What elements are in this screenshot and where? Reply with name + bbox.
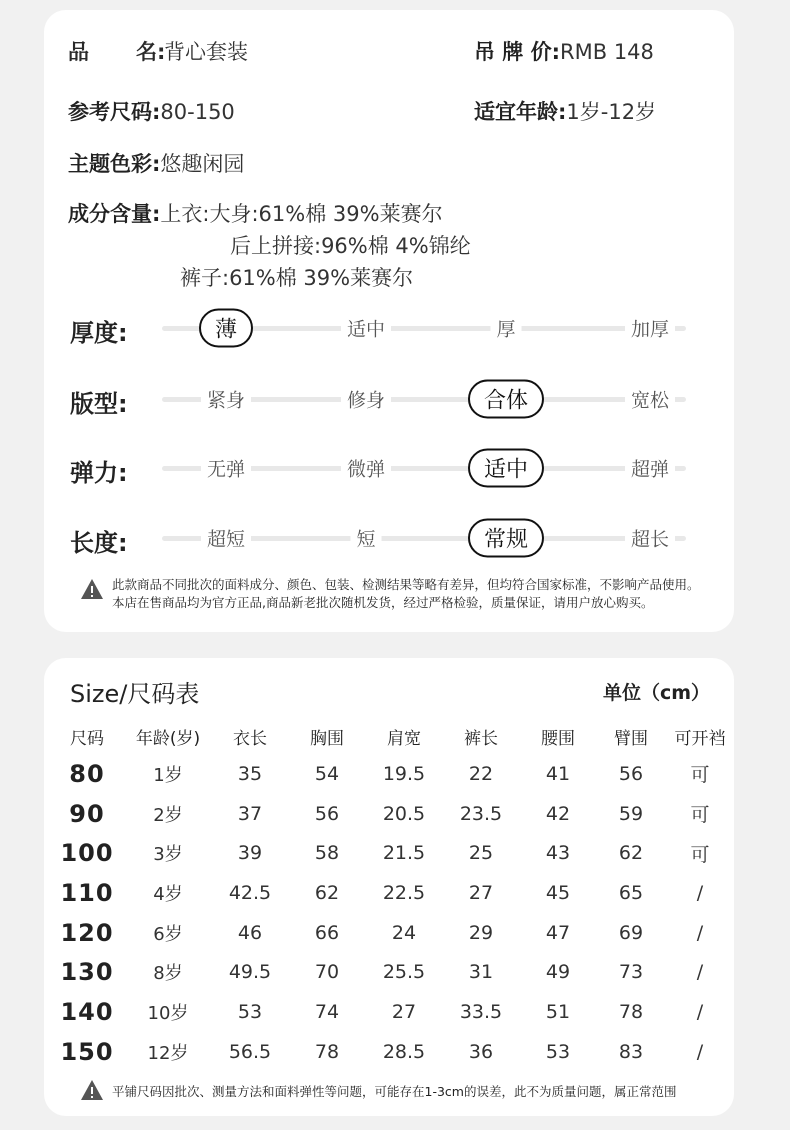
table-cell: 62 (314, 881, 340, 904)
table-cell: 56 (618, 762, 644, 785)
table-cell: 49.5 (228, 961, 272, 984)
column-header: 衣长 (233, 728, 267, 749)
column-header: 年龄(岁) (135, 728, 201, 749)
column-header: 可开裆 (674, 728, 726, 749)
table-row (52, 873, 732, 913)
composition-label: 成分含量: (68, 202, 161, 226)
scale-option: 紧身 (201, 386, 251, 413)
price-value: RMB 148 (560, 40, 654, 64)
scale-option-selected: 适中 (468, 449, 544, 488)
age-row (474, 96, 656, 126)
table-cell: 36 (468, 1040, 494, 1063)
table-cell: 25.5 (382, 961, 426, 984)
table-cell: 6岁 (153, 923, 183, 945)
size-code-cell: 120 (60, 918, 114, 947)
column-header: 胸围 (310, 728, 344, 749)
table-cell: 70 (314, 961, 340, 984)
scale-option: 超弹 (625, 455, 675, 482)
price-row (474, 36, 654, 66)
scale-option-selected: 合体 (468, 380, 544, 419)
size-chart-unit: 单位（cm） (602, 682, 710, 704)
scale-label: 长度: (70, 529, 128, 557)
name-row (68, 36, 248, 66)
table-cell: 43 (545, 842, 571, 865)
table-cell: 83 (618, 1040, 644, 1063)
theme-row (68, 148, 244, 178)
table-cell: 46 (237, 921, 263, 944)
table-cell: 25 (468, 842, 494, 865)
table-cell: 可 (690, 764, 710, 787)
table-cell: 29 (468, 921, 494, 944)
composition-row (68, 198, 443, 228)
table-cell: 78 (314, 1040, 340, 1063)
scale-option: 适中 (341, 315, 391, 342)
size-table-header (52, 718, 732, 754)
table-cell: 28.5 (382, 1040, 426, 1063)
table-cell: 37 (237, 802, 263, 825)
table-cell: 24 (391, 921, 417, 944)
table-cell: 27 (391, 1000, 417, 1023)
table-cell: 可 (690, 804, 710, 827)
table-cell: 66 (314, 921, 340, 944)
table-row (52, 1032, 732, 1072)
table-cell: 51 (545, 1000, 571, 1023)
table-cell: 69 (618, 921, 644, 944)
size-footnote-text: 平铺尺码因批次、测量方法和面料弹性等问题，可能存在1-3cm的误差，此不为质量问题，属正常范围 (112, 1084, 677, 1099)
size-table-body (52, 754, 732, 1072)
table-cell: 27 (468, 881, 494, 904)
table-cell: / (696, 1000, 704, 1023)
composition-line-1: 上衣:大身:61%棉 39%莱赛尔 (160, 202, 443, 226)
table-cell: 65 (618, 881, 644, 904)
column-header: 臂围 (614, 728, 648, 749)
name-value: 背心套装 (164, 40, 248, 64)
table-cell: 73 (618, 961, 644, 984)
composition-line-3: 裤子:61%棉 39%莱赛尔 (180, 266, 414, 290)
size-range-value: 80-150 (160, 100, 235, 124)
size-range-row (68, 96, 235, 126)
size-code-cell: 110 (60, 878, 114, 907)
table-cell: 1岁 (153, 764, 183, 786)
scale-option: 宽松 (625, 386, 675, 413)
column-header: 裤长 (464, 728, 498, 749)
size-chart-title: Size/尺码表 (70, 680, 200, 708)
scale-option-selected: 薄 (199, 309, 253, 348)
table-cell: 49 (545, 961, 571, 984)
table-cell: 53 (237, 1000, 263, 1023)
composition-line-2: 后上拼接:96%棉 4%锦纶 (230, 234, 471, 258)
table-cell: 74 (314, 1000, 340, 1023)
table-cell: 2岁 (153, 804, 183, 826)
notice-line-1: 此款商品不同批次的面料成分、颜色、包装、检测结果等略有差异，但均符合国家标准，不影响产品使用。 (112, 577, 700, 592)
scale-option: 超短 (201, 525, 251, 552)
table-cell: 22 (468, 762, 494, 785)
table-cell: 3岁 (153, 844, 183, 866)
scale-label: 弹力: (70, 459, 128, 487)
theme-label: 主题色彩: (68, 152, 161, 176)
column-header: 腰围 (541, 728, 575, 749)
product-info-card (44, 10, 734, 632)
table-cell: 23.5 (459, 802, 503, 825)
table-cell: 78 (618, 1000, 644, 1023)
table-cell: 54 (314, 762, 340, 785)
column-header: 尺码 (70, 728, 104, 749)
table-cell: 35 (237, 762, 263, 785)
scale-option-selected: 常规 (468, 519, 544, 558)
size-code-cell: 140 (60, 997, 114, 1026)
size-code-cell: 130 (60, 958, 114, 987)
scale-label: 版型: (70, 390, 128, 418)
size-table (52, 718, 732, 1072)
table-row (52, 952, 732, 992)
table-row (52, 794, 732, 834)
scale-option: 微弹 (341, 455, 391, 482)
table-cell: / (696, 961, 704, 984)
size-code-cell: 80 (69, 759, 105, 788)
scale-option: 无弹 (201, 455, 251, 482)
age-value: 1岁-12岁 (566, 100, 657, 124)
column-header: 肩宽 (387, 728, 421, 749)
table-cell: 53 (545, 1040, 571, 1063)
theme-value: 悠趣闲园 (160, 152, 245, 176)
size-code-cell: 100 (60, 839, 114, 868)
table-cell: / (696, 921, 704, 944)
table-row (52, 913, 732, 953)
table-cell: 21.5 (382, 842, 426, 865)
table-cell: 56.5 (228, 1040, 272, 1063)
scale-option: 短 (350, 525, 381, 552)
table-cell: 47 (545, 921, 571, 944)
size-range-label: 参考尺码: (68, 100, 161, 124)
name-label-b: 名: (136, 40, 166, 64)
table-cell: 19.5 (382, 762, 426, 785)
table-row (52, 754, 732, 794)
table-cell: 8岁 (153, 963, 183, 985)
scale-label: 厚度: (70, 319, 128, 347)
notice-line-2: 本店在售商品均为官方正品,商品新老批次随机发货，经过严格检验，质量保证，请用户放心购买。 (112, 595, 654, 610)
table-cell: 4岁 (153, 883, 183, 905)
table-cell: 41 (545, 762, 571, 785)
table-cell: 31 (468, 961, 494, 984)
price-label: 吊 牌 价: (474, 40, 561, 64)
scale-option: 加厚 (625, 315, 675, 342)
table-cell: 62 (618, 842, 644, 865)
table-cell: 42 (545, 802, 571, 825)
warning-triangle-icon (80, 1079, 104, 1101)
age-label: 适宜年龄: (474, 100, 567, 124)
scale-option: 超长 (625, 525, 675, 552)
warning-triangle-icon (80, 578, 104, 600)
table-cell: 58 (314, 842, 340, 865)
table-row (52, 992, 732, 1032)
size-code-cell: 150 (60, 1037, 114, 1066)
table-cell: / (696, 1040, 704, 1063)
size-chart-card (44, 658, 734, 1116)
scale-option: 厚 (490, 315, 521, 342)
table-cell: 59 (618, 802, 644, 825)
size-code-cell: 90 (69, 799, 105, 828)
table-cell: 可 (690, 843, 710, 866)
scale-option: 修身 (341, 386, 391, 413)
name-label-a: 品 (68, 40, 89, 64)
table-cell: / (696, 881, 704, 904)
table-cell: 20.5 (382, 802, 426, 825)
table-cell: 33.5 (459, 1000, 503, 1023)
table-cell: 42.5 (228, 881, 272, 904)
table-cell: 10岁 (147, 1002, 189, 1024)
table-cell: 45 (545, 881, 571, 904)
table-row (52, 833, 732, 873)
notice-block (80, 576, 720, 616)
table-cell: 22.5 (382, 881, 426, 904)
table-cell: 12岁 (147, 1042, 189, 1064)
table-cell: 56 (314, 802, 340, 825)
table-cell: 39 (237, 842, 263, 865)
